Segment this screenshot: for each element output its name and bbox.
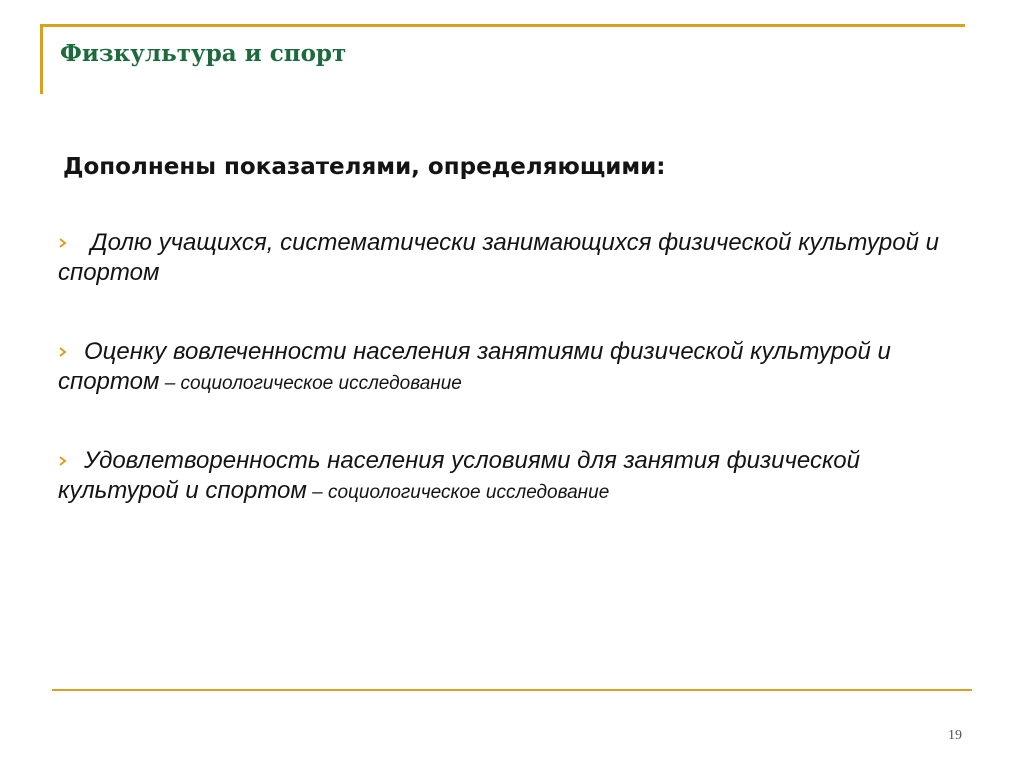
title-frame-side-rule [40, 24, 43, 94]
bullet-item [58, 337, 968, 399]
bullet-text: Оценку вовлеченности населения занятиями физической культурой и спортом [58, 338, 891, 395]
bullet-text: Долю учащихся, систематически занимающихся физической культурой и спортом [58, 229, 939, 286]
bullet-note: – социологическое исследование [159, 373, 462, 394]
slide-subtitle: Дополнены показателями, определяющими: [63, 154, 666, 180]
bullet-text: Удовлетворенность населения условиями для занятия физической культурой и спортом [58, 447, 860, 504]
bullet-item [58, 228, 968, 290]
chevron-right-icon [58, 228, 80, 258]
bullet-note: – социологическое исследование [306, 482, 610, 503]
title-frame-top-rule [40, 24, 965, 27]
bullet-list [58, 228, 968, 555]
slide-title: Физкультура и спорт [60, 40, 347, 67]
chevron-right-icon [58, 446, 80, 476]
footer-rule [52, 689, 972, 691]
chevron-right-icon [58, 337, 80, 367]
page-number: 19 [948, 728, 962, 743]
bullet-item [58, 446, 968, 508]
